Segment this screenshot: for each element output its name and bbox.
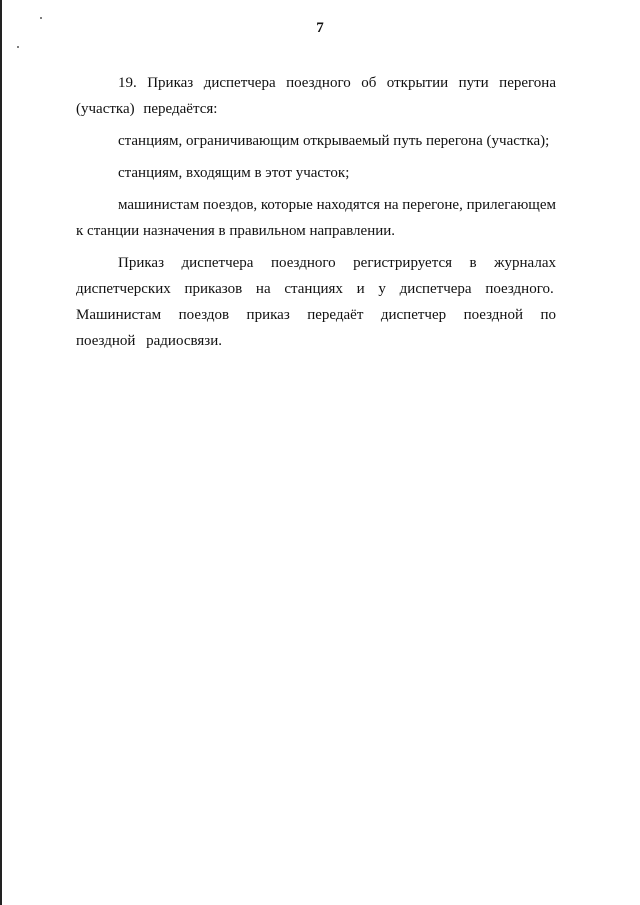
list-item-stations-in-section: станциям, входящим в этот участок; (118, 165, 350, 181)
paragraph-registration: Приказ диспетчера поездного регистрируется в журналах диспетчерских приказов на станциях и у диспетчера поездного. (76, 255, 556, 297)
scan-edge-line (0, 0, 2, 905)
scan-speck (40, 17, 42, 19)
list-item-stations-bounding: станциям, ограничивающим открываемый путь перегона (участка); (118, 133, 550, 149)
paragraph-19: 19. Приказ диспетчера поездного об открытии пути перегона (участка) передаётся: (76, 75, 556, 117)
list-item-train-drivers: машинистам поездов, которые находятся на перегоне, прилегающем к станции назначения в правильном направлении. (76, 197, 556, 239)
scan-speck (17, 46, 19, 48)
page-number: 7 (316, 20, 324, 36)
paragraph-radio-transmission: Машинистам поездов приказ передаёт диспетчер поездной по поездной радиосвязи. (76, 307, 556, 349)
document-body (76, 70, 556, 354)
